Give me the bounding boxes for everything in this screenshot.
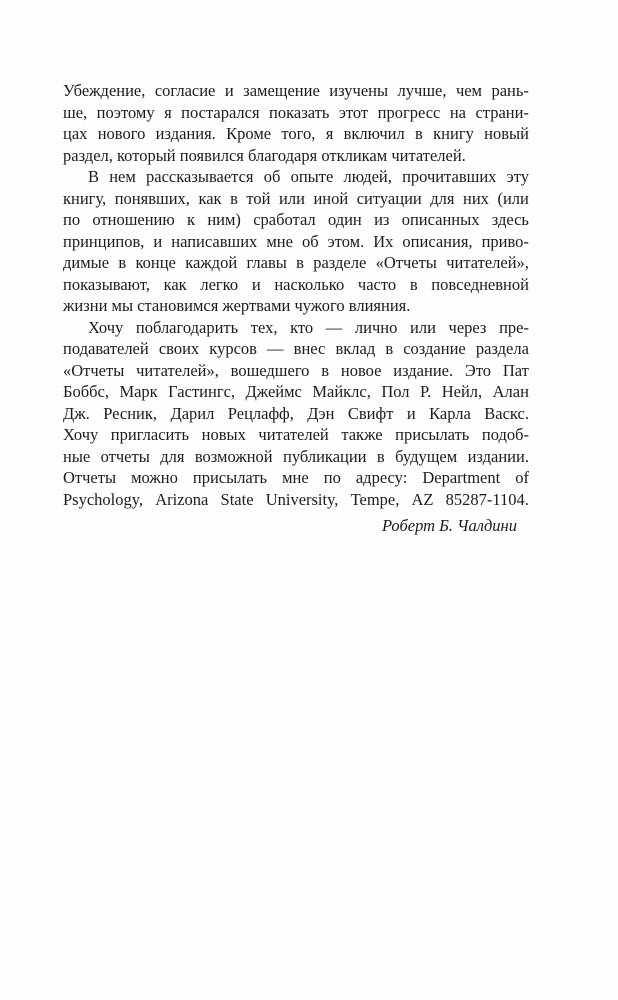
text-line: ше, поэтому я постарался показать этот прогресс на страни- bbox=[63, 102, 529, 122]
text-line: книгу, понявших, как в той или иной ситуации для них (или bbox=[63, 188, 529, 208]
text-line: В нем рассказывается об опыте людей, прочитавших эту bbox=[88, 167, 529, 186]
text-line: цах нового издания. Кроме того, я включил в книгу новый bbox=[63, 124, 529, 143]
text-line: димые в конце каждой главы в разделе «Отчеты читателей», bbox=[63, 253, 529, 272]
text-line: Убеждение, согласие и замещение изучены лучше, чем рань- bbox=[63, 81, 529, 100]
text-line: жизни мы становимся жертвами чужого влияния. bbox=[63, 296, 411, 315]
text-line: показывают, как легко и насколько часто в повседневной bbox=[63, 274, 529, 294]
text-line: Хочу поблагодарить тех, кто — лично или через пре- bbox=[88, 317, 529, 337]
paragraph bbox=[63, 80, 529, 166]
text-line: по отношению к ним) сработал один из описанных здесь bbox=[63, 210, 529, 229]
text-line: Отчеты можно присылать мне по адресу: Department of bbox=[63, 468, 529, 487]
paragraph bbox=[63, 166, 529, 317]
paragraph bbox=[63, 317, 529, 511]
text-line: ные отчеты для возможной публикации в будущем издании. bbox=[63, 446, 529, 466]
author-signature: Роберт Б. Чалдини bbox=[381, 516, 517, 535]
text-line: Psychology, Arizona State University, Tempe, AZ 85287-1104. bbox=[63, 489, 529, 509]
text-line: Боббс, Марк Гастингс, Джеймс Майклс, Пол Р. Нейл, Алан bbox=[63, 382, 529, 401]
text-line: Дж. Ресник, Дарил Рецлафф, Дэн Свифт и Карла Васкс. bbox=[63, 403, 529, 423]
text-line: принципов, и написавших мне об этом. Их описания, приво- bbox=[63, 231, 529, 251]
text-block bbox=[63, 80, 529, 537]
text-line: подавателей своих курсов — внес вклад в создание раздела bbox=[63, 339, 529, 358]
text-line: «Отчеты читателей», вошедшего в новое издание. Это Пат bbox=[63, 360, 529, 380]
text-line: Хочу пригласить новых читателей также присылать подоб- bbox=[63, 425, 529, 444]
text-line: раздел, который появился благодаря откликам читателей. bbox=[63, 145, 466, 165]
paragraphs bbox=[63, 80, 529, 510]
